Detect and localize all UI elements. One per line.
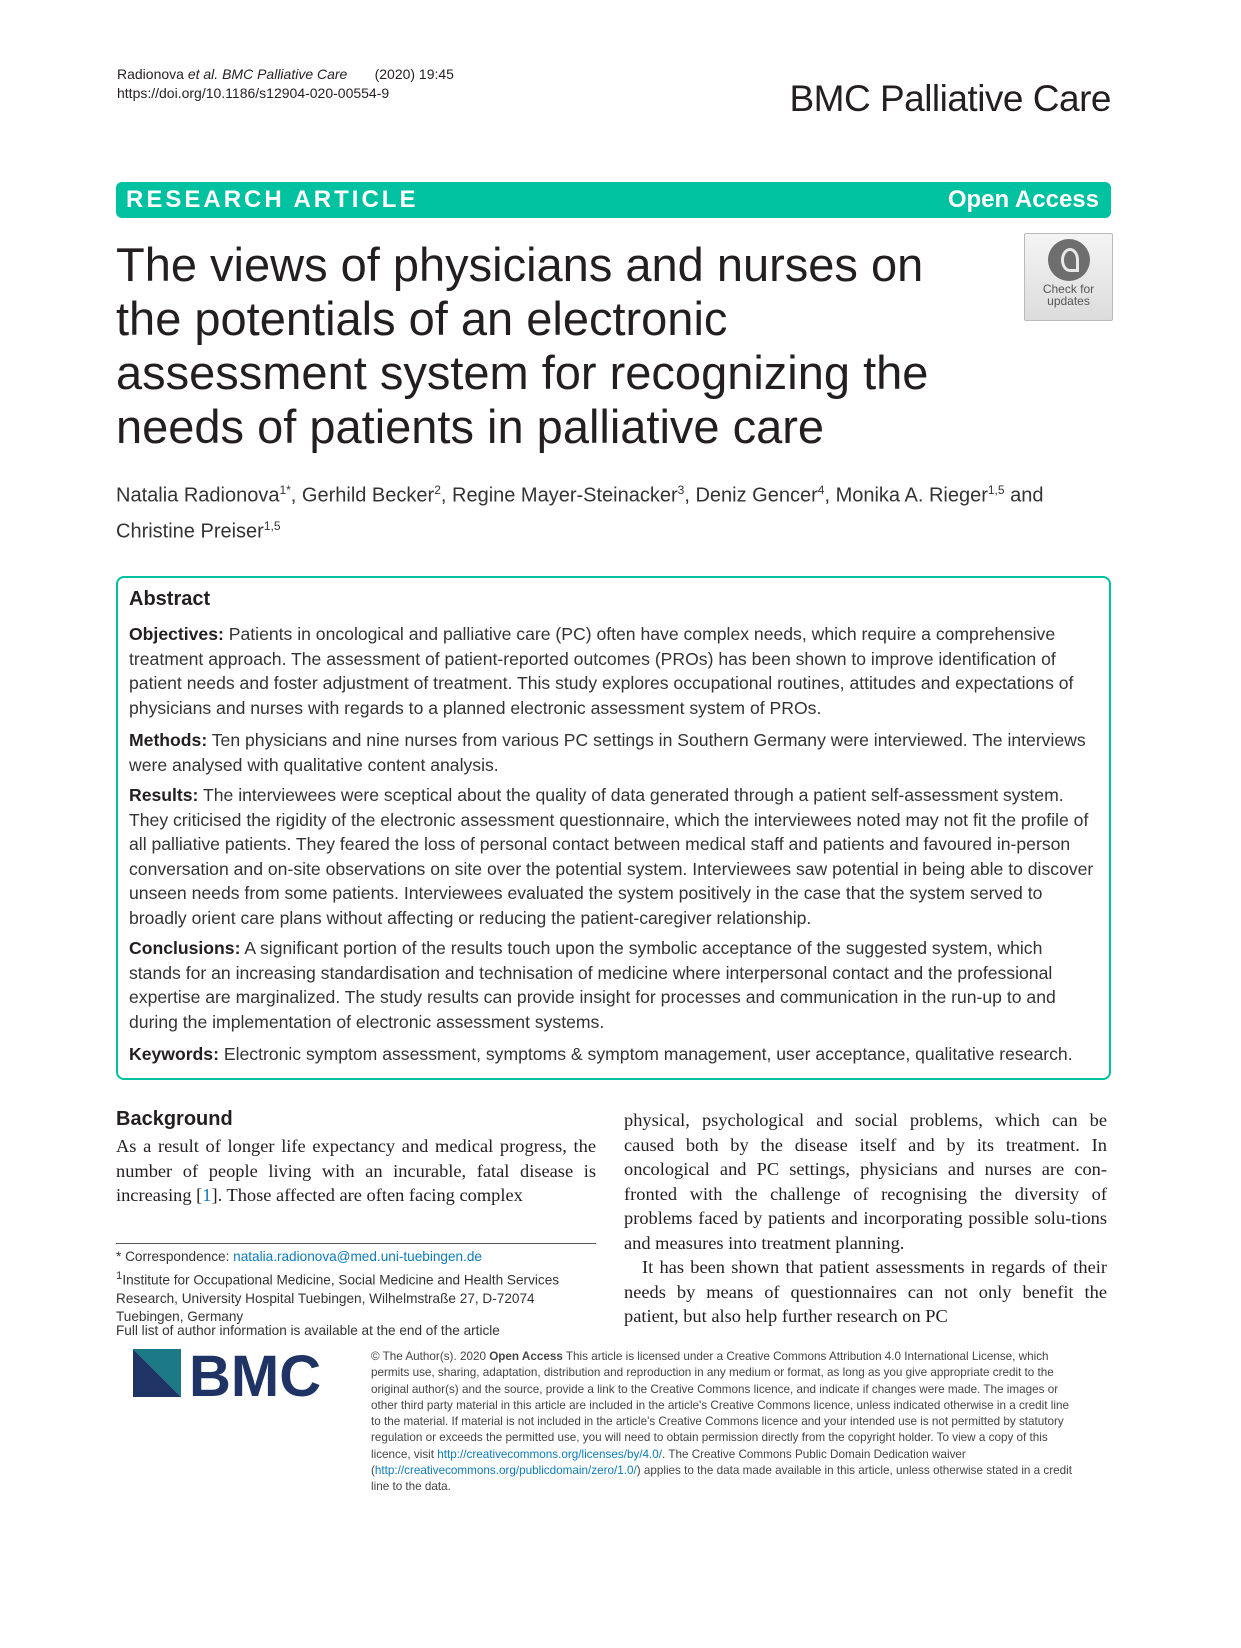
license-text-3: ) applies to the data made available in this article, unless otherwise stated in a credit line to the data.: [371, 1464, 1072, 1494]
author-list: [116, 475, 1066, 546]
correspondence-footnote: [116, 1248, 596, 1266]
abstract-conclusions: [129, 936, 1094, 1034]
license-text-1: This article is licensed under a Creative Commons Attribution 4.0 International License, which permits use, sharing, adaptation, distribution and reproduction in any medium or format, as long as you give appropriate credit to the original author(s) and the source, provide a link to the Creative Commons licence, and indicate if changes were made. The images or other third party material in this article are included in the article's Creative Commons licence, unless indicated otherwise in a credit line to the material. If material is not included in the article's Creative Commons licence and your intended use is not permitted by statutory regulation or exceeds the permitted use, you will need to obtain permission directly from the copyright holder. To view a copy of this licence, visit: [371, 1350, 1069, 1461]
author-affil: 3: [677, 483, 685, 497]
objectives-text: Patients in oncological and palliative care (PC) often have complex needs, which require a comprehensive treatment approach. The assessment of patient-reported outcomes (PROs) has been shown to improve identification of patient needs and foster adjustment of treatment. This study explores occupational routines, attitudes and expectations of physicians and nurses with regards to a planned electronic assessment system of PROs.: [129, 624, 1074, 718]
open-access-label: Open Access: [947, 186, 1099, 213]
methods-label: Methods:: [129, 730, 208, 750]
author-affil: 2: [434, 483, 441, 497]
background-left-column: [116, 1134, 596, 1208]
article-title: The views of physicians and nurses on the potentials of an electronic assessment system for recognizing the needs of patients in palliative care: [116, 238, 929, 453]
background-right-para-2: It has been shown that patient assessments in regards of their needs by means of questionnaires can not only benefit the patient, but also help further research on PC: [624, 1257, 1107, 1327]
author-sep: and: [1004, 484, 1044, 507]
conclusions-label: Conclusions:: [129, 938, 241, 958]
article-type-label: RESEARCH ARTICLE: [126, 186, 419, 213]
background-left-text-2: ]. Those affected are often facing complex: [211, 1185, 523, 1206]
citation-authors: Radionova: [117, 66, 188, 82]
full-list-note: Full list of author information is available at the end of the article: [116, 1323, 500, 1338]
abstract-heading: Abstract: [129, 588, 211, 610]
abstract-objectives: [129, 622, 1094, 720]
background-right-para-1: physical, psychological and social problems, which can be caused both by the disease itself and by its treatment. In oncological and PC settings, physicians and nurses are con-fronted with the challenge of recognising the diversity of problems faced by patients and incorporating possible solu-tions and measures into treatment planning.: [624, 1110, 1107, 1253]
author-name: Gerhild Becker: [301, 484, 435, 507]
abstract-methods: [129, 728, 1094, 777]
license-copyright: © The Author(s). 2020: [371, 1350, 490, 1363]
methods-text: Ten physicians and nine nurses from various PC settings in Southern Germany were interviewed. The interviews were analysed with qualitative content analysis.: [129, 730, 1086, 775]
cc0-link[interactable]: http://creativecommons.org/publicdomain/zero/1.0/: [374, 1464, 637, 1478]
keywords-text: Electronic symptom assessment, symptoms & symptom management, user acceptance, qualitative research.: [218, 1044, 1073, 1064]
cc-by-link[interactable]: http://creativecommons.org/licenses/by/4.0/: [437, 1447, 663, 1461]
author-sep: ,: [290, 484, 302, 507]
abstract-results: [129, 783, 1094, 930]
background-heading: Background: [116, 1108, 233, 1130]
author-affil: 1,5: [987, 483, 1005, 497]
author-sep: ,: [824, 484, 836, 507]
check-for-updates-badge[interactable]: [1024, 233, 1113, 321]
author-name: Monika A. Rieger: [835, 484, 988, 507]
license-statement: [371, 1349, 1079, 1496]
logo-text: BMC: [189, 1349, 322, 1407]
author-sep: ,: [440, 484, 452, 507]
citation-year-volume: (2020) 19:45: [374, 66, 454, 82]
footnote-divider: [116, 1243, 596, 1244]
background-left-text: As a result of longer life expectancy and medical progress, the number of people living with an incurable, fatal disease is increasing [: [116, 1136, 596, 1206]
journal-name: BMC Palliative Care: [789, 78, 1111, 119]
license-oa: Open Access: [489, 1350, 563, 1363]
author-affil: 1*: [279, 483, 291, 497]
bmc-logo: [133, 1349, 343, 1407]
citation-header: [117, 65, 454, 103]
doi-link[interactable]: https://doi.org/10.1186/s12904-020-00554-9: [117, 85, 390, 101]
author-sep: ,: [684, 484, 696, 507]
author-affil: 4: [817, 483, 825, 497]
author-name: Regine Mayer-Steinacker: [452, 484, 678, 507]
reference-link[interactable]: 1: [202, 1185, 212, 1206]
affiliation-sup: 1: [116, 1270, 123, 1282]
author-name: Natalia Radionova: [116, 484, 280, 507]
objectives-label: Objectives:: [129, 624, 224, 644]
affiliation-footnote: [116, 1267, 596, 1327]
badge-line-2: updates: [1047, 294, 1090, 308]
conclusions-text: A significant portion of the results touch upon the symbolic acceptance of the suggested system, which stands for an increasing standardisation and technisation of medicine where interpersonal contact and the professional expertise are marginalized. The study results can provide insight for processes and communication in the run-up to and during the implementation of electronic assessment systems.: [129, 938, 1056, 1032]
results-text: The interviewees were sceptical about the quality of data generated through a patient self-assessment system. They criticised the rigidity of the electronic assessment questionnaire, which the interviewees noted may not fit the profile of all palliative patients. They feared the loss of personal contact between medical staff and patients and favoured in-person conversation and on-site observations on site over the potential system. Interviewees saw potential in being able to discover unseen needs from some patients. Interviewees evaluated the system positively in the case that the system served to broadly orient care plans without affecting or reducing the patient-caregiver relationship.: [129, 785, 1094, 928]
citation-journal: BMC Palliative Care: [222, 66, 348, 82]
correspondence-label: * Correspondence:: [116, 1249, 234, 1264]
abstract-keywords: [129, 1042, 1094, 1067]
affiliation-text: Institute for Occupational Medicine, Social Medicine and Health Services Research, University Hospital Tuebingen, Wilhelmstraße 27, D-72074 Tuebingen, Germany: [116, 1272, 560, 1325]
badge-line-1: Check for: [1042, 282, 1095, 296]
correspondence-email-link[interactable]: natalia.radionova@med.uni-tuebingen.de: [233, 1249, 482, 1264]
keywords-label: Keywords:: [129, 1044, 219, 1064]
results-label: Results:: [129, 785, 199, 805]
author-name: Deniz Gencer: [695, 484, 818, 507]
license-text-2: . The Creative Commons Public Domain Dedication waiver (: [371, 1447, 966, 1478]
citation-etal: et al.: [187, 66, 219, 82]
author-name: Christine Preiser: [116, 520, 264, 543]
article-type-banner: [116, 182, 1111, 218]
crossmark-icon: [1048, 239, 1090, 281]
author-affil: 1,5: [263, 518, 281, 533]
